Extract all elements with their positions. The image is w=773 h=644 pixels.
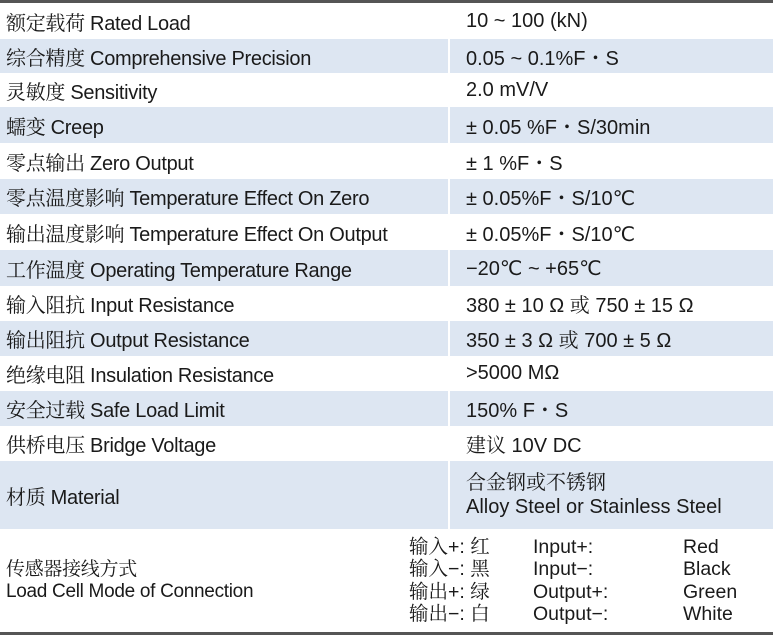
connection-label-cn: 传感器接线方式: [6, 558, 137, 580]
spec-row: [0, 107, 773, 143]
spec-value: ± 1 %F・S: [466, 152, 563, 175]
spec-row: [0, 39, 773, 73]
spec-value: ± 0.05%F・S/10℃: [466, 188, 636, 210]
spec-value: ± 0.05 %F・S/30min: [466, 116, 651, 139]
spec-label: 输入阻抗 Input Resistance: [6, 295, 235, 317]
wire-en: Input−:: [533, 558, 594, 580]
spec-value: 0.05 ~ 0.1%F・S: [466, 47, 619, 70]
spec-value: 10 ~ 100 (kN): [466, 9, 588, 32]
spec-row: [0, 250, 773, 286]
wire-en: Output+:: [533, 580, 609, 603]
spec-label: 输出阻抗 Output Resistance: [6, 330, 250, 352]
wire-color: Green: [683, 580, 738, 603]
spec-row: [0, 321, 773, 356]
wire-en: Input+:: [533, 535, 594, 558]
spec-row: [0, 214, 773, 250]
wire-cn: 输出−: 白: [409, 603, 490, 625]
bottom-rule: [0, 632, 773, 635]
wire-cn: 输入+: 红: [409, 535, 490, 558]
wire-cn: 输出+: 绿: [409, 580, 490, 603]
spec-label: 安全过载 Safe Load Limit: [6, 400, 225, 422]
spec-value: >5000 MΩ: [466, 362, 560, 384]
spec-row: [0, 73, 773, 107]
wire-color: Black: [683, 558, 731, 580]
wiring-table: [409, 536, 773, 626]
material-value-en: Alloy Steel or Stainless Steel: [466, 496, 722, 518]
material-label: 材质 Material: [6, 486, 120, 509]
spec-row: [0, 426, 773, 461]
spec-value: −20℃ ~ +65℃: [466, 257, 602, 280]
spec-row: [0, 391, 773, 426]
spec-row: [0, 143, 773, 179]
spec-label: 灵敏度 Sensitivity: [6, 81, 158, 104]
spec-value: 150% F・S: [466, 400, 569, 422]
spec-label: 输出温度影响 Temperature Effect On Output: [6, 223, 388, 246]
wire-color: Red: [683, 535, 719, 558]
wire-color: White: [683, 603, 733, 625]
connection-label-en: Load Cell Mode of Connection: [6, 580, 254, 602]
material-row: [0, 461, 773, 529]
spec-value: 380 ± 10 Ω 或 750 ± 15 Ω: [466, 295, 694, 317]
connection-row: [0, 529, 773, 632]
spec-row: [0, 356, 773, 391]
wire-en: Output−:: [533, 603, 609, 625]
spec-label: 供桥电压 Bridge Voltage: [6, 435, 216, 457]
spec-label: 零点温度影响 Temperature Effect On Zero: [6, 188, 370, 210]
spec-label: 综合精度 Comprehensive Precision: [6, 47, 312, 70]
spec-label: 绝缘电阻 Insulation Resistance: [6, 365, 274, 387]
spec-label: 额定载荷 Rated Load: [6, 12, 191, 35]
spec-label: 工作温度 Operating Temperature Range: [6, 259, 352, 282]
spec-label: 蠕变 Creep: [6, 116, 104, 139]
spec-value: 2.0 mV/V: [466, 78, 549, 101]
spec-value: ± 0.05%F・S/10℃: [466, 223, 636, 246]
spec-row: [0, 3, 773, 39]
wire-cn: 输入−: 黑: [409, 558, 490, 580]
spec-value: 建议 10V DC: [466, 435, 582, 457]
spec-row: [0, 286, 773, 321]
spec-value: 350 ± 3 Ω 或 700 ± 5 Ω: [466, 330, 672, 352]
spec-label: 零点输出 Zero Output: [6, 152, 194, 175]
spec-row: [0, 179, 773, 214]
material-value-cn: 合金钢或不锈钢: [466, 472, 606, 494]
